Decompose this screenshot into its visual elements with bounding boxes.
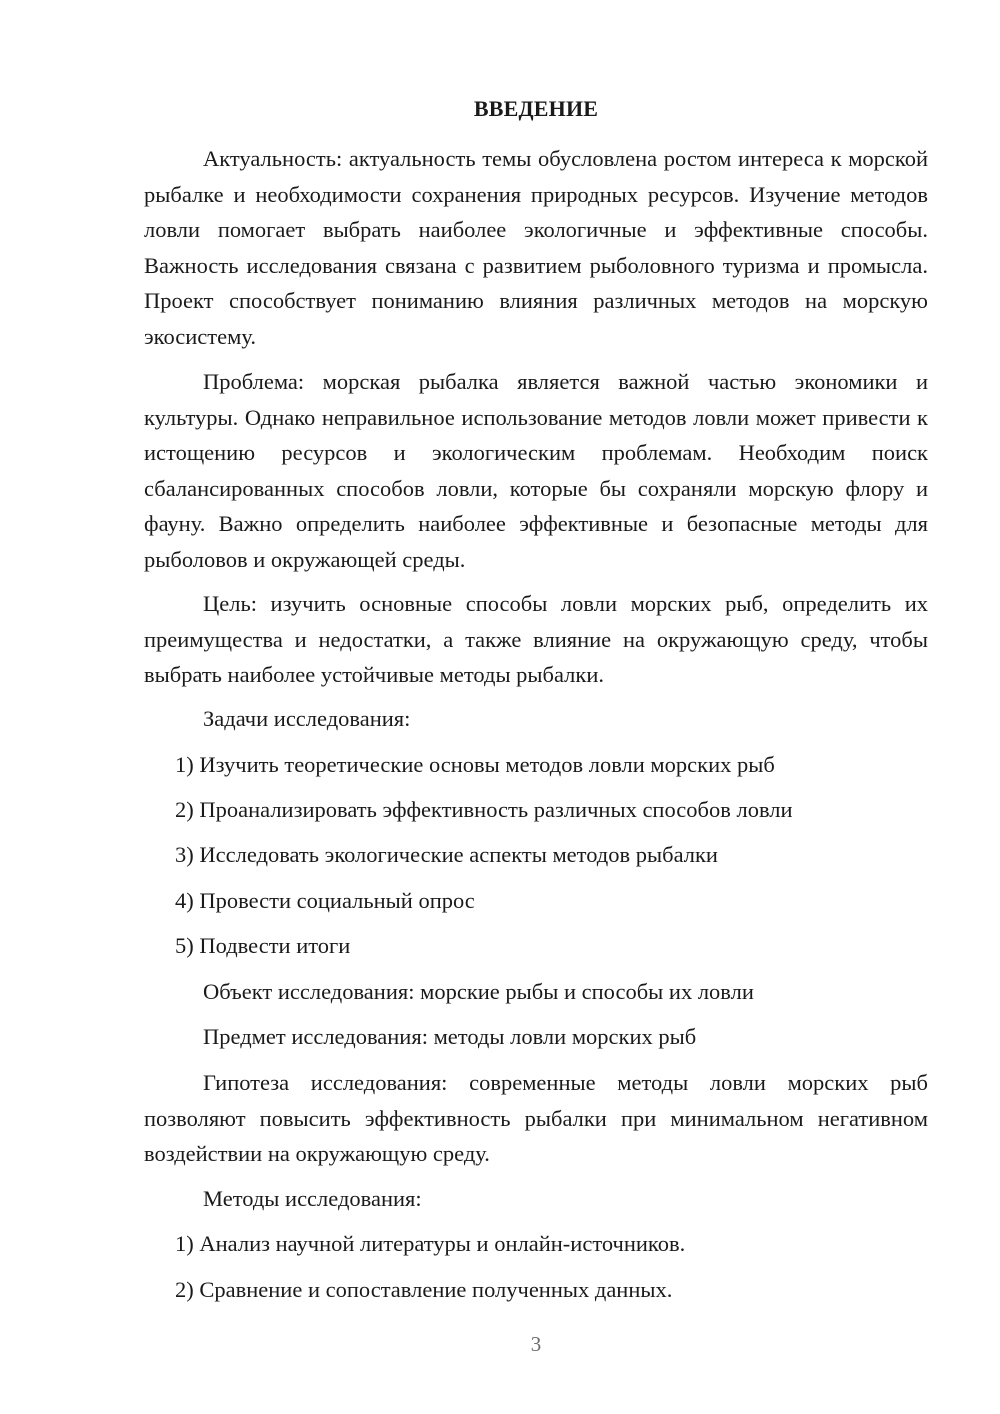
- task-item: 5) Подвести итоги: [175, 933, 351, 958]
- method-item: 2) Сравнение и сопоставление полученных данных.: [175, 1277, 673, 1302]
- research-subject: Предмет исследования: методы ловли морских рыб: [203, 1024, 697, 1049]
- research-object: Объект исследования: морские рыбы и способы их ловли: [203, 979, 754, 1004]
- goal-paragraph: Цель: изучить основные способы ловли морских рыб, определить их преимущества и недостатки, а также влияние на окружающую среду, чтобы выбрать наиболее устойчивые методы рыбалки.: [144, 591, 928, 688]
- hypothesis-paragraph: Гипотеза исследования: современные методы ловли морских рыб позволяют повысить эффективность рыбалки при минимальном негативном воздействии на окружающую среду.: [144, 1070, 928, 1167]
- task-item: 3) Исследовать экологические аспекты методов рыбалки: [175, 842, 718, 867]
- section-title: ВВЕДЕНИЕ: [473, 96, 599, 121]
- method-item: 1) Анализ научной литературы и онлайн-источников.: [175, 1231, 686, 1256]
- tasks-heading: Задачи исследования:: [203, 706, 411, 731]
- relevance-paragraph: Актуальность: актуальность темы обусловлена ростом интереса к морской рыбалке и необходимости сохранения природных ресурсов. Изучение методов ловли помогает выбрать наиболее экологичные и эффективные способы. Важность исследования связана с развитием рыболовного туризма и промысла. Проект способствует пониманию влияния различных методов на морскую экосистему.: [144, 146, 928, 349]
- task-item: 1) Изучить теоретические основы методов ловли морских рыб: [175, 752, 775, 777]
- page-number: 3: [530, 1332, 542, 1356]
- task-item: 4) Провести социальный опрос: [175, 888, 475, 913]
- task-item: 2) Проанализировать эффективность различных способов ловли: [175, 797, 793, 822]
- problem-paragraph: Проблема: морская рыбалка является важной частью экономики и культуры. Однако неправильное использование методов ловли может привести к истощению ресурсов и экологическим проблемам. Необходим поиск сбалансированных способов ловли, которые бы сохраняли морскую флору и фауну. Важно определить наиболее эффективные и безопасные методы для рыболовов и окружающей среды.: [144, 369, 928, 572]
- methods-heading: Методы исследования:: [203, 1186, 422, 1211]
